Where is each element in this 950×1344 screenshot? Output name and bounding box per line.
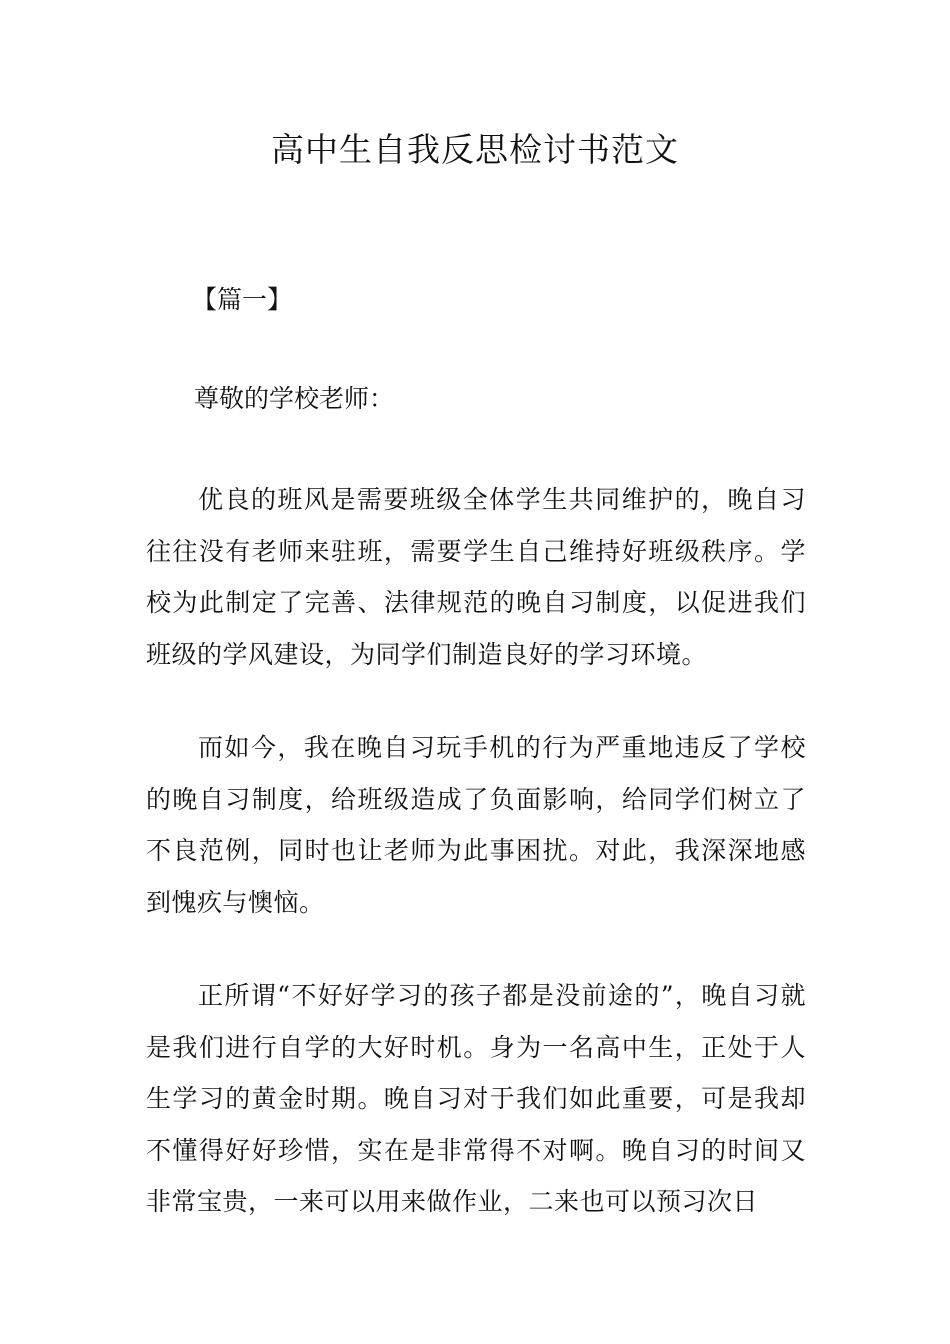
body-paragraph: 优良的班风是需要班级全体学生共同维护的，晚自习往往没有老师来驻班，需要学生自己维持好班级秩序。学校为此制定了完善、法律规范的晚自习制度，以促进我们班级的学风建设，为同学们制造良好的学习环境。 bbox=[146, 485, 806, 669]
document-title: 高中生自我反思检讨书范文 bbox=[271, 130, 679, 169]
section-label: 【篇一】 bbox=[192, 285, 293, 314]
body-paragraph: 正所谓“不好好学习的孩子都是没前途的”，晚自习就是我们进行自学的大好时机。身为一名高中生，正处于人生学习的黄金时期。晚自习对于我们如此重要，可是我却不懂得好好珍惜，实在是非常得不对啊。晚自习的时间又非常宝贵，一来可以用来做作业，二来也可以预习次日 bbox=[146, 981, 806, 1216]
body-paragraph: 而如今，我在晚自习玩手机的行为严重地违反了学校的晚自习制度，给班级造成了负面影响，给同学们树立了不良范例，同时也让老师为此事困扰。对此，我深深地感到愧疚与懊恼。 bbox=[146, 733, 806, 917]
salutation: 尊敬的学校老师： bbox=[194, 384, 395, 413]
